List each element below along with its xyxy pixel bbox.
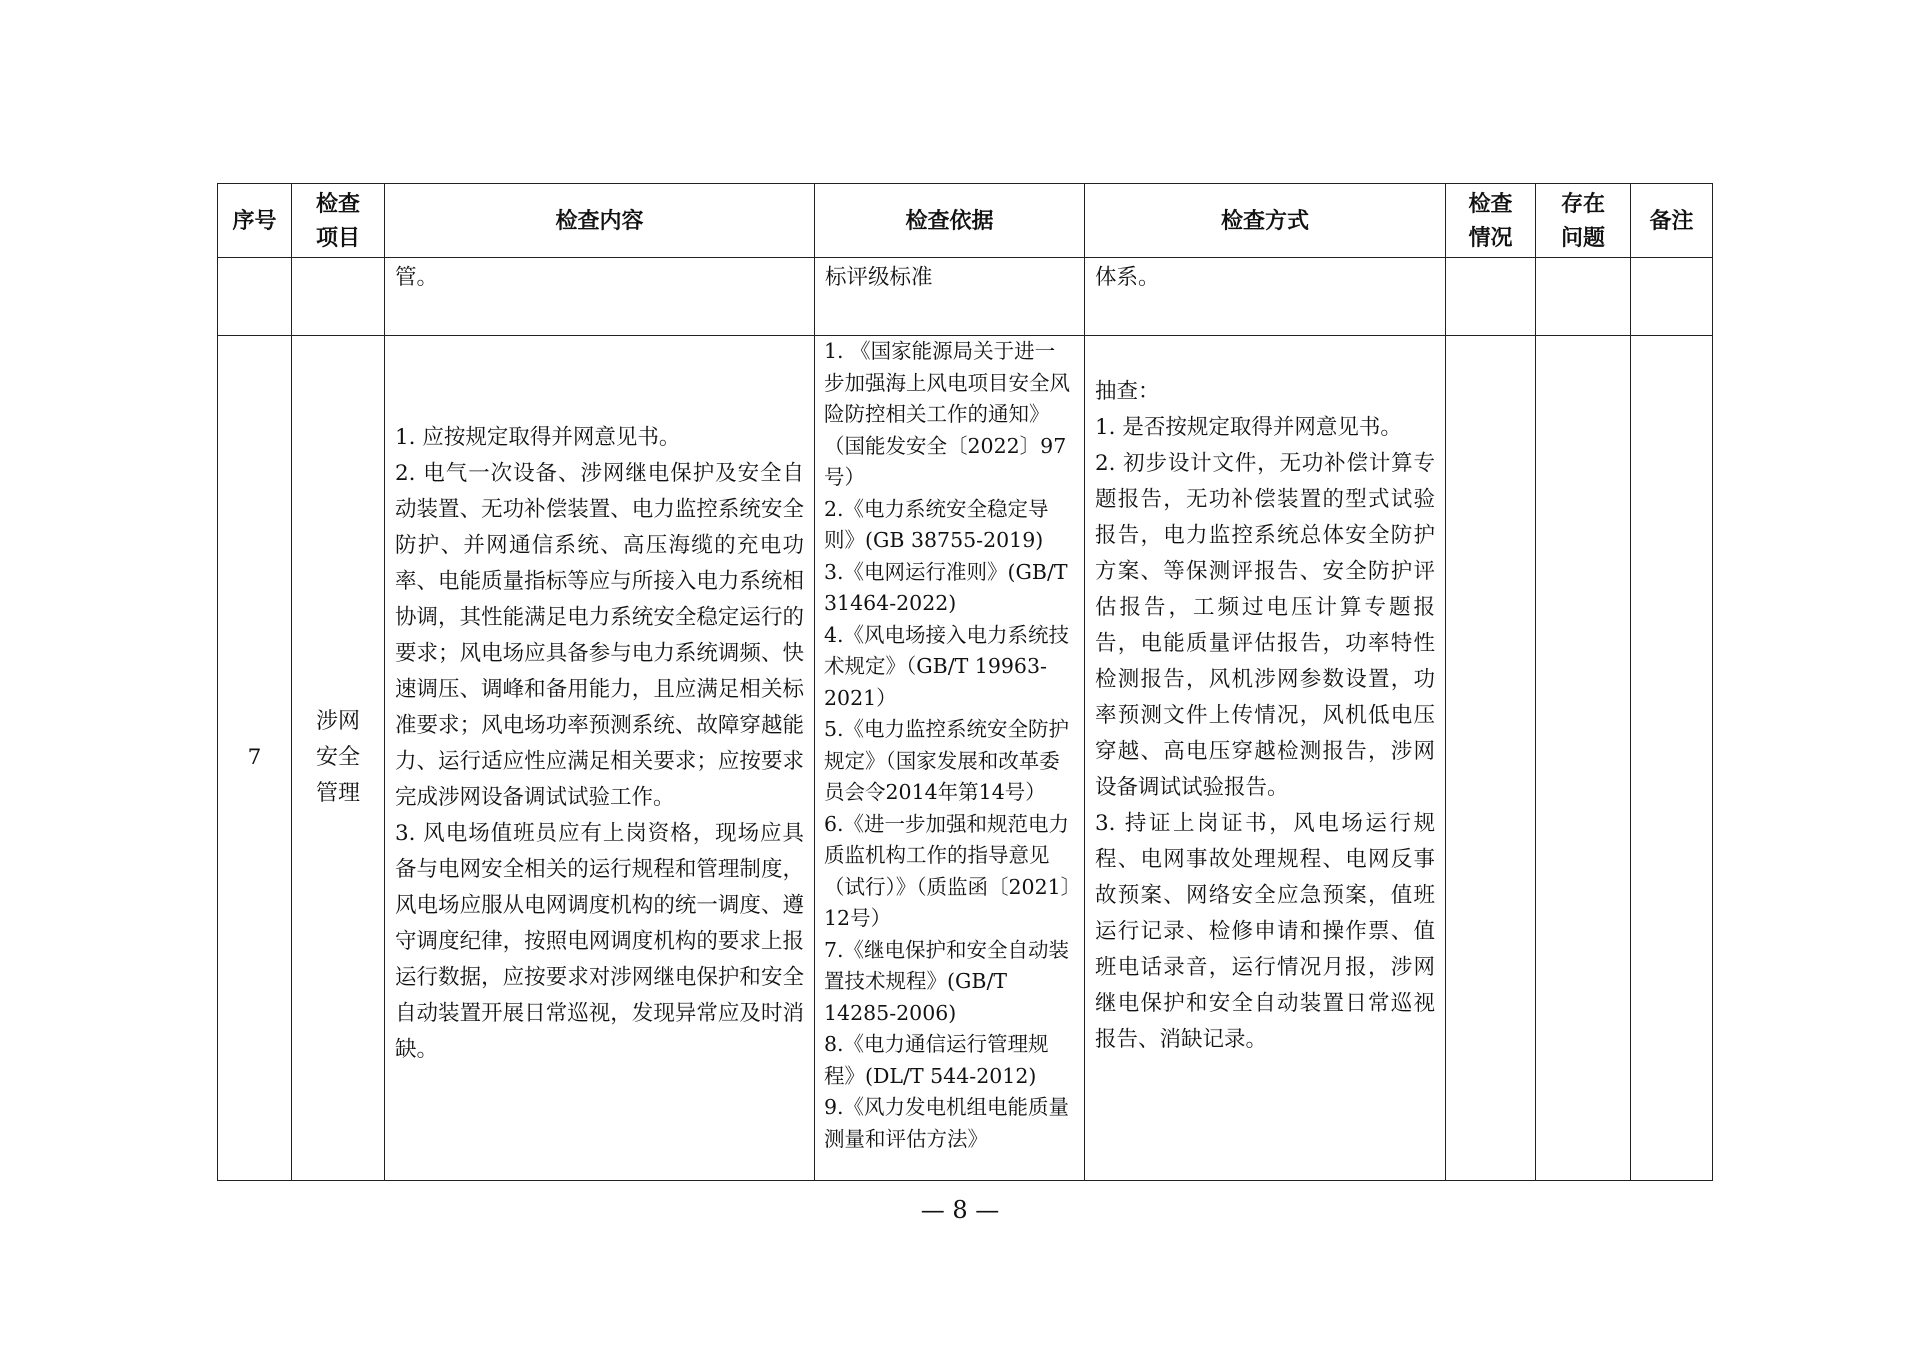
basis-item-4: 4.《风电场接入电力系统技术规定》（GB/T 19963-2021） <box>824 622 1070 710</box>
row7-issues <box>1536 336 1631 1181</box>
basis-item-2: 2.《电力系统安全稳定导则》(GB 38755-2019) <box>824 496 1049 552</box>
header-remarks: 备注 <box>1631 184 1713 258</box>
cont-basis <box>815 258 1085 336</box>
row7-no: 7 <box>218 336 292 1181</box>
basis-item-5: 5.《电力监控系统安全防护规定》（国家发展和改革委员会令2014年第14号） <box>824 717 1070 804</box>
header-item-text: 检查项目 <box>315 190 360 251</box>
row7-item-text: 涉网安全管理 <box>315 709 360 806</box>
method-item-3: 3. 持证上岗证书，风电场运行规程、电网事故处理规程、电网反事故预案、网络安全应急预案，值班运行记录、检修申请和操作票、值班电话录音，运行情况月报，涉网继电保护和安全自动装置日常巡视报告、消缺记录。 <box>1095 811 1435 1052</box>
cont-content-text: 管。 <box>395 265 439 290</box>
basis-item-1: 1. 《国家能源局关于进一步加强海上风电项目安全风险防控相关工作的通知》（国能发安全〔2022〕97号） <box>824 339 1070 489</box>
row7-content-list <box>385 336 814 1068</box>
cont-issues <box>1536 258 1631 336</box>
content-item-1: 1. 应按规定取得并网意见书。 <box>395 425 681 450</box>
row7-basis <box>815 336 1085 1181</box>
basis-item-8: 8.《电力通信运行管理规程》(DL/T 544-2012) <box>824 1032 1049 1088</box>
content-item-3: 3. 风电场值班员应有上岗资格，现场应具备与电网安全相关的运行规程和管理制度，风电场应服从电网调度机构的统一调度、遵守调度纪律，按照电网调度机构的要求上报运行数据，应按要求对涉网继电保护和安全自动装置开展日常巡视，发现异常应及时消缺。 <box>395 821 804 1062</box>
header-content: 检查内容 <box>385 184 815 258</box>
cont-remarks <box>1631 258 1713 336</box>
table-row-continued <box>218 258 1713 336</box>
header-issues-text: 存在问题 <box>1560 190 1605 251</box>
header-row <box>218 184 1713 258</box>
basis-item-7: 7.《继电保护和安全自动装置技术规程》(GB/T 14285-2006) <box>824 937 1070 1025</box>
table-row-7 <box>218 336 1713 1181</box>
cont-item <box>292 258 385 336</box>
method-item-0: 抽查： <box>1095 379 1160 404</box>
header-status-text: 检查情况 <box>1468 190 1513 251</box>
cont-status <box>1446 258 1536 336</box>
cont-basis-text: 标评级标准 <box>825 265 933 290</box>
method-item-2: 2. 初步设计文件，无功补偿计算专题报告，无功补偿装置的型式试验报告，电力监控系统总体安全防护方案、等保测评报告、安全防护评估报告，工频过电压计算专题报告，电能质量评估报告，功率特性检测报告，风机涉网参数设置，功率预测文件上传情况，风机低电压穿越、高电压穿越检测报告，涉网设备调试试验报告。 <box>1095 451 1435 800</box>
cont-method-text: 体系。 <box>1095 265 1160 290</box>
basis-item-6: 6.《进一步加强和规范电力质监机构工作的指导意见（试行）》（质监函〔2021〕12号） <box>824 811 1071 930</box>
header-status <box>1446 184 1536 258</box>
header-issues <box>1536 184 1631 258</box>
page-number: — 8 — <box>920 1196 1000 1224</box>
cont-method <box>1085 258 1446 336</box>
row7-method-list <box>1085 336 1445 1058</box>
row7-content <box>385 336 815 1181</box>
content-item-2: 2. 电气一次设备、涉网继电保护及安全自动装置、无功补偿装置、电力监控系统安全防护、并网通信系统、高压海缆的充电功率、电能质量指标等应与所接入电力系统相协调，其性能满足电力系统安全稳定运行的要求；风电场应具备参与电力系统调频、快速调压、调峰和备用能力，且应满足相关标准要求；风电场功率预测系统、故障穿越能力、运行适应性应满足相关要求；应按要求完成涉网设备调试试验工作。 <box>395 461 804 810</box>
inspection-table <box>217 183 1713 1181</box>
method-item-1: 1. 是否按规定取得并网意见书。 <box>1095 415 1402 440</box>
row7-basis-list <box>815 336 1084 1155</box>
row7-item <box>292 336 385 1181</box>
cont-no <box>218 258 292 336</box>
header-method: 检查方式 <box>1085 184 1446 258</box>
basis-item-9: 9.《风力发电机组电能质量测量和评估方法》 <box>824 1095 1070 1151</box>
row7-method <box>1085 336 1446 1181</box>
row7-status <box>1446 336 1536 1181</box>
cont-content <box>385 258 815 336</box>
header-basis: 检查依据 <box>815 184 1085 258</box>
basis-item-3: 3.《电网运行准则》(GB/T 31464-2022) <box>824 559 1068 615</box>
row7-remarks <box>1631 336 1713 1181</box>
header-item <box>292 184 385 258</box>
header-no: 序号 <box>218 184 292 258</box>
